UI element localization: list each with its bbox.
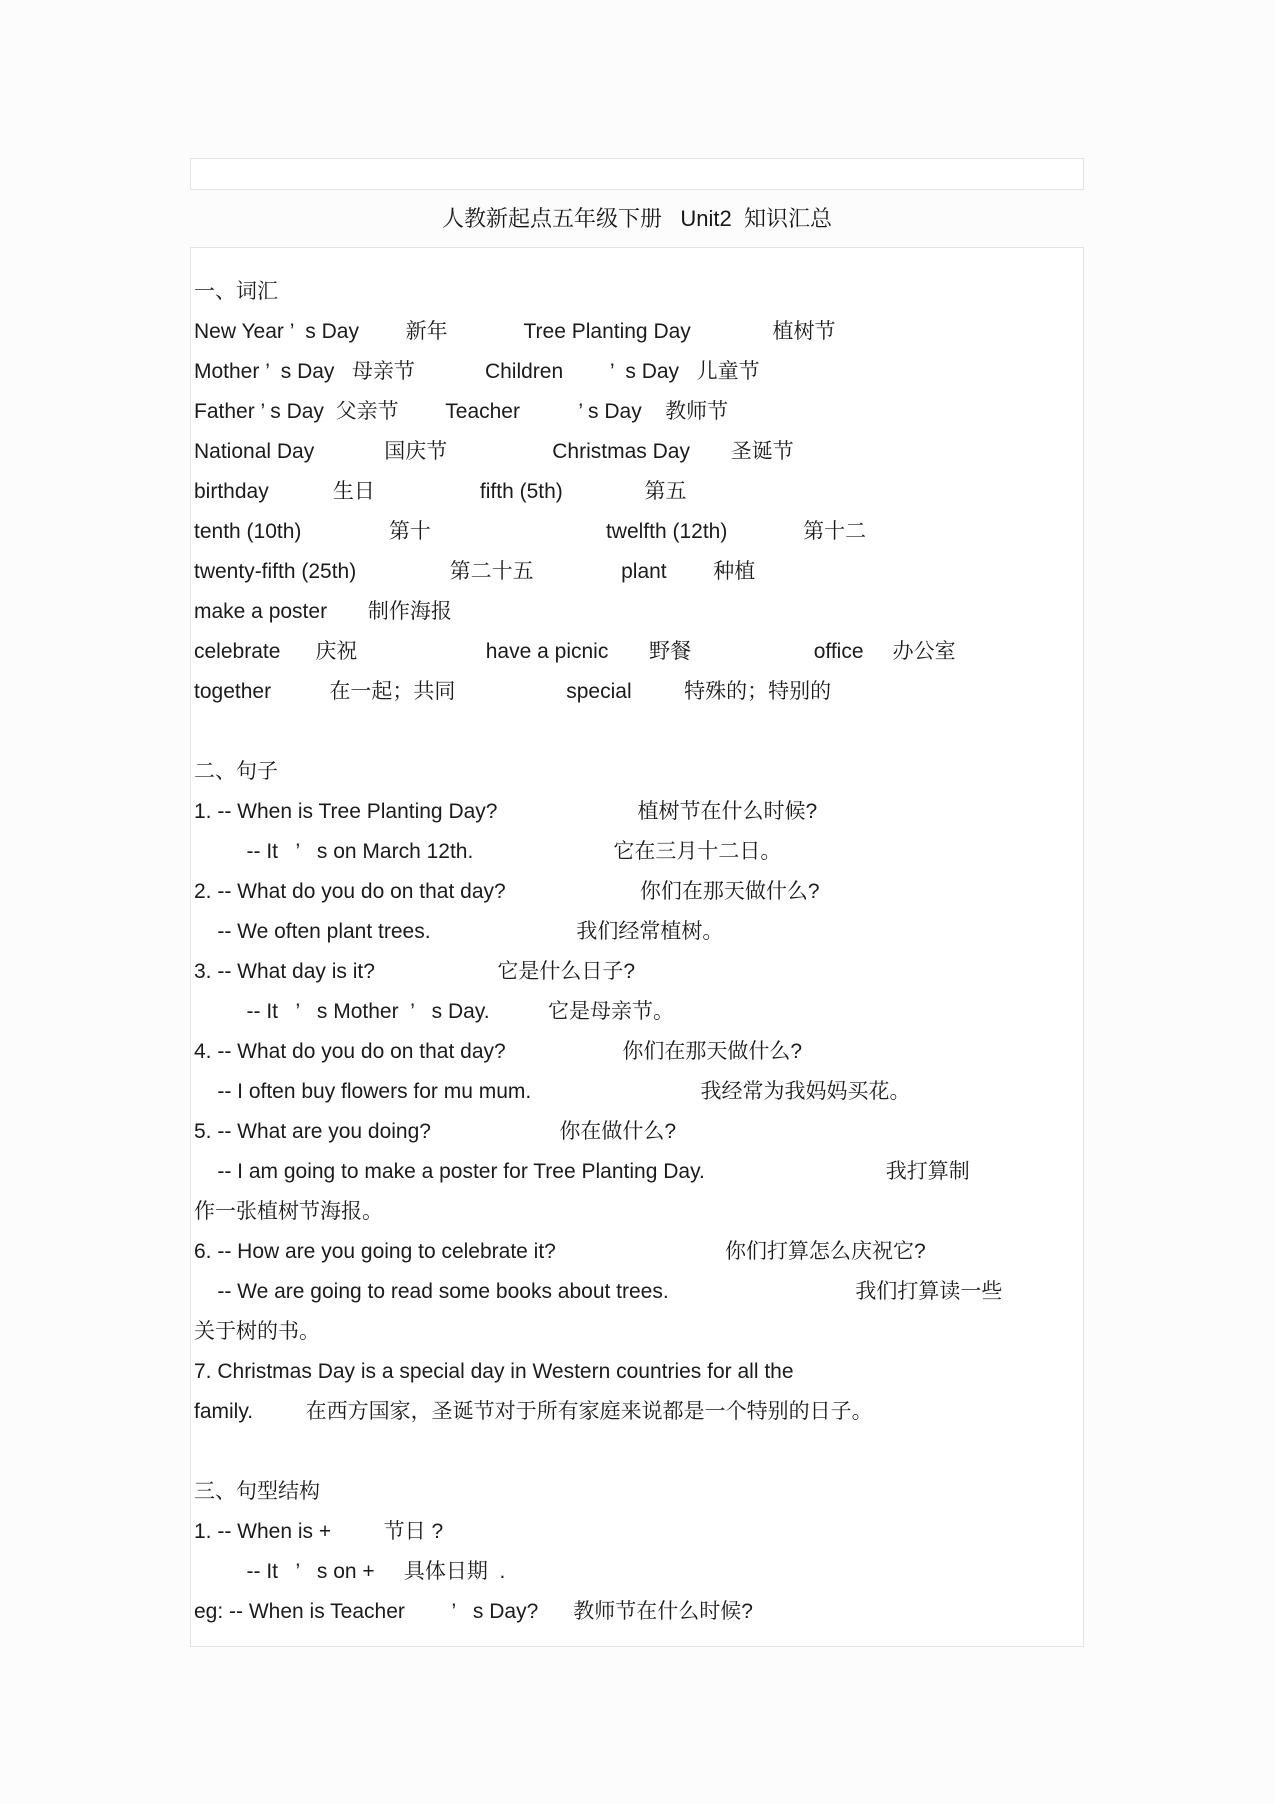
- text-line: Mother ’ s Day 母亲节 Children ’ s Day 儿童节: [194, 360, 760, 383]
- top-strip: [190, 158, 1084, 190]
- text-line: -- I often buy flowers for mu mum. 我经常为我妈妈买花。: [194, 1080, 911, 1103]
- text-line: -- We are going to read some books about trees. 我们打算读一些: [194, 1280, 1003, 1303]
- text-line: -- I am going to make a poster for Tree Planting Day. 我打算制: [194, 1160, 970, 1183]
- section-heading: 三、句型结构: [194, 1480, 320, 1503]
- text-line: 3. -- What day is it? 它是什么日子?: [194, 960, 636, 983]
- text-line: 关于树的书。: [194, 1320, 320, 1343]
- text-line: family. 在西方国家，圣诞节对于所有家庭来说都是一个特别的日子。: [194, 1400, 873, 1423]
- text-line: make a poster 制作海报: [194, 600, 452, 623]
- section-1: [194, 272, 1081, 712]
- text-line: 1. -- When is Tree Planting Day? 植树节在什么时候?: [194, 800, 818, 823]
- text-line: twenty-fifth (25th) 第二十五 plant 种植: [194, 560, 756, 583]
- section-heading: 二、句子: [194, 760, 278, 783]
- document-title: 人教新起点五年级下册 Unit2 知识汇总: [442, 206, 832, 231]
- text-line: 作一张植树节海报。: [194, 1200, 383, 1223]
- text-line: 1. -- When is + 节日 ?: [194, 1520, 444, 1543]
- text-line: 2. -- What do you do on that day? 你们在那天做什么?: [194, 880, 820, 903]
- text-line: Father ’ s Day 父亲节 Teacher ’ s Day 教师节: [194, 400, 729, 423]
- content-box: [190, 247, 1084, 1647]
- text-line: 4. -- What do you do on that day? 你们在那天做什么?: [194, 1040, 803, 1063]
- text-line: 6. -- How are you going to celebrate it? 你们打算怎么庆祝它?: [194, 1240, 926, 1263]
- text-line: tenth (10th) 第十 twelfth (12th) 第十二: [194, 520, 867, 543]
- text-line: -- It ’ s on March 12th. 它在三月十二日。: [194, 840, 782, 863]
- text-line: -- It ’ s on + 具体日期 .: [194, 1560, 506, 1583]
- text-line: New Year ’ s Day 新年 Tree Planting Day 植树节: [194, 320, 836, 343]
- text-line: 5. -- What are you doing? 你在做什么?: [194, 1120, 676, 1143]
- section-3: [194, 1472, 1081, 1632]
- text-line: -- It ’ s Mother ’ s Day. 它是母亲节。: [194, 1000, 674, 1023]
- text-line: celebrate 庆祝 have a picnic 野餐 office 办公室: [194, 640, 956, 663]
- section-heading: 一、词汇: [194, 280, 278, 303]
- text-line: birthday 生日 fifth (5th) 第五: [194, 480, 687, 503]
- section-2: [194, 752, 1081, 1432]
- text-line: National Day 国庆节 Christmas Day 圣诞节: [194, 440, 794, 463]
- text-line: together 在一起；共同 special 特殊的；特别的: [194, 680, 832, 703]
- text-line: 7. Christmas Day is a special day in Western countries for all the: [194, 1360, 794, 1383]
- text-line: eg: -- When is Teacher ’ s Day? 教师节在什么时候?: [194, 1600, 753, 1623]
- text-line: -- We often plant trees. 我们经常植树。: [194, 920, 724, 943]
